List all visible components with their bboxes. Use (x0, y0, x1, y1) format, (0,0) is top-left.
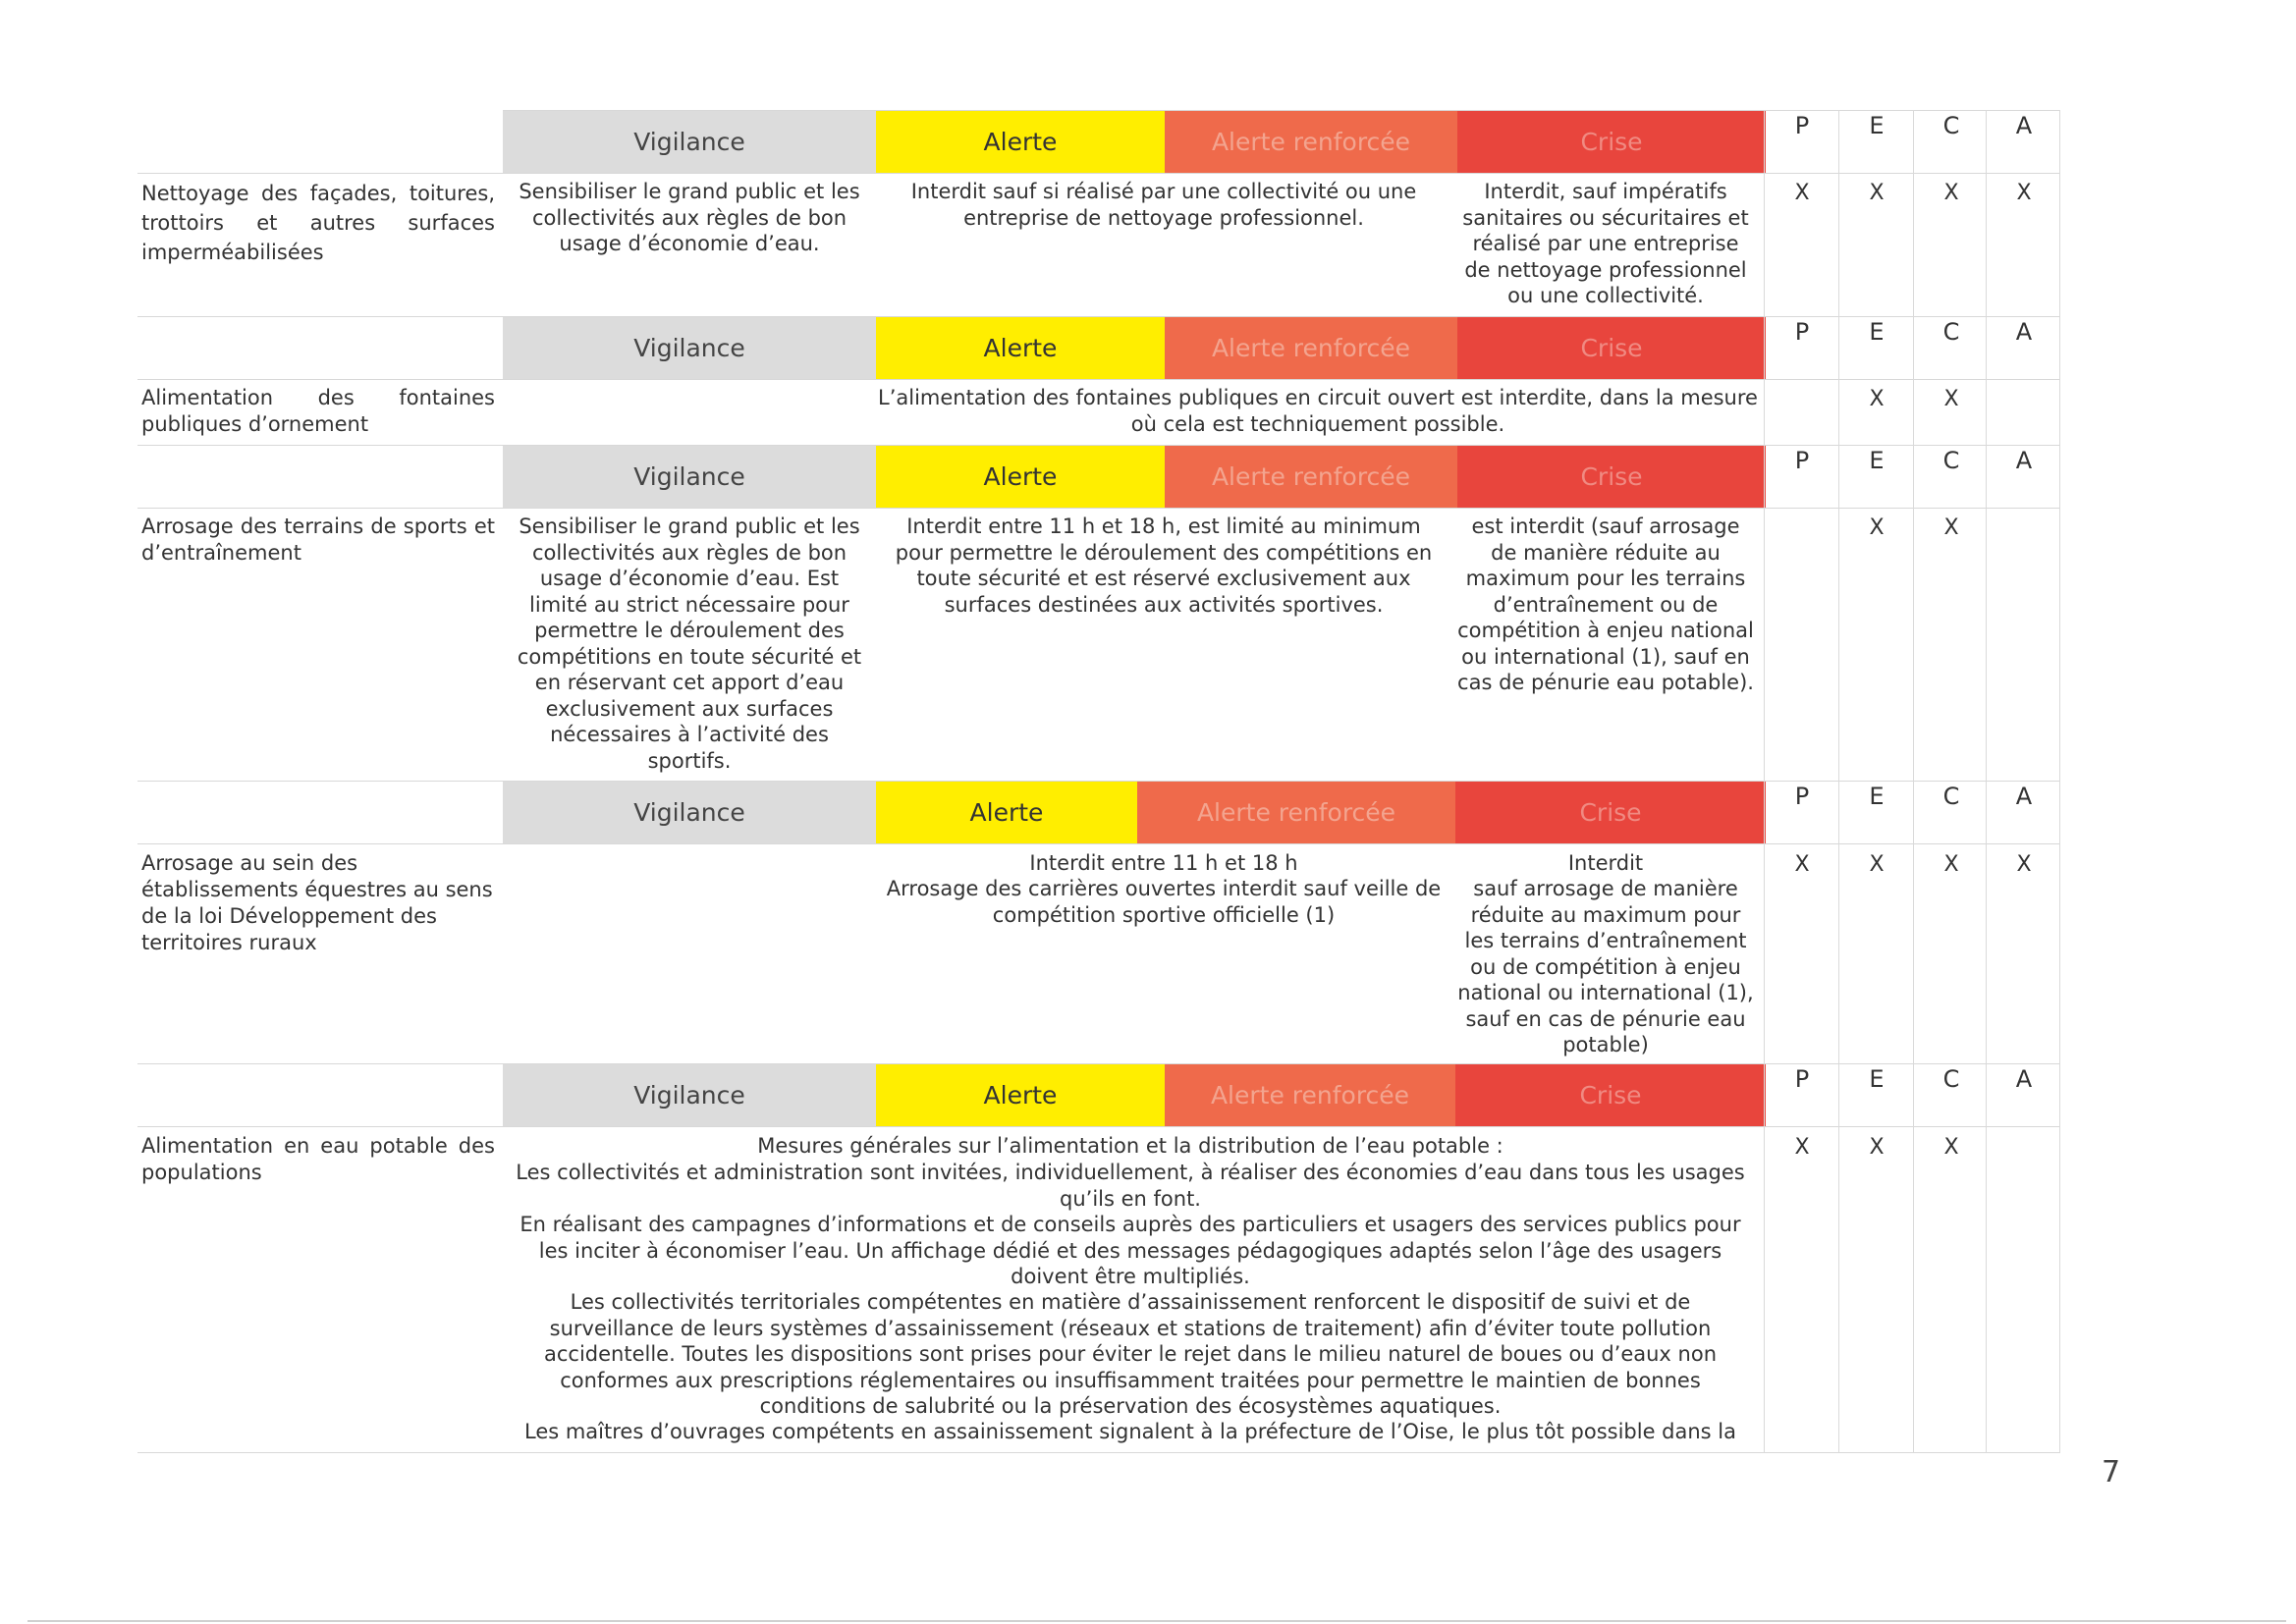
level-header-row (503, 317, 2060, 379)
header-alerte: Alerte (876, 446, 1165, 508)
header-alerte: Alerte (876, 111, 1165, 173)
row-label: Alimentation en eau potable des populations (141, 1134, 495, 1184)
row-label: Alimentation des fontaines publiques d’ornement (141, 386, 495, 436)
cell-paragraph-3: En réalisant des campagnes d’informations et de conseils auprès des particuliers et usagers des services publics pour les inciter à économiser l’eau. Un affichage dédié et des messages pédagogiques adaptés selon l’âge des usagers doivent être multipliés. (519, 1213, 1741, 1288)
header-c: C (1942, 783, 1960, 810)
header-crise: Crise (1457, 111, 1766, 173)
row-label: Arrosage des terrains de sports et d’entraînement (141, 514, 495, 565)
cell-paragraph-1: Mesures générales sur l’alimentation et la distribution de l’eau potable : (757, 1134, 1503, 1158)
header-e: E (1869, 1065, 1885, 1093)
mark-e: X (1869, 515, 1885, 540)
header-vigilance: Vigilance (503, 782, 876, 843)
header-p: P (1794, 318, 1810, 346)
row-label: Arrosage au sein des établissements équestres au sens de la loi Développement des territoires ruraux (141, 851, 493, 954)
mark-e: X (1869, 852, 1885, 877)
header-alerte: Alerte (876, 317, 1165, 379)
header-a: A (2015, 783, 2033, 810)
cell-alerte: Interdit sauf si réalisé par une collectivité ou une entreprise de nettoyage professionnel. (910, 180, 1417, 230)
header-alerte-renforcee: Alerte renforcée (1165, 111, 1457, 173)
mark-e: X (1869, 387, 1885, 411)
header-p: P (1794, 783, 1810, 810)
cell-crise-line2: sauf arrosage de manière réduite au maximum pour les terrains d’entraînement ou de compétition à enjeu national ou international (1), sauf en cas de pénurie eau potable) (1457, 877, 1754, 1056)
header-vigilance: Vigilance (503, 1064, 876, 1126)
header-crise: Crise (1455, 1064, 1766, 1126)
level-header-row (503, 446, 2060, 508)
mark-e: X (1869, 1135, 1885, 1160)
header-crise: Crise (1457, 317, 1766, 379)
header-c: C (1942, 1065, 1960, 1093)
level-header-row (503, 111, 2060, 173)
bottom-rule (27, 1620, 2286, 1622)
mark-c: X (1943, 515, 1959, 540)
header-alerte-renforcee: Alerte renforcée (1165, 317, 1457, 379)
header-alerte-renforcee: Alerte renforcée (1165, 446, 1457, 508)
header-e: E (1869, 112, 1885, 139)
mark-c: X (1943, 852, 1959, 877)
header-c: C (1942, 318, 1960, 346)
cell-alerte-line2: Arrosage des carrières ouvertes interdit sauf veille de compétition sportive officielle (1) (886, 877, 1442, 927)
header-p: P (1794, 447, 1810, 474)
header-a: A (2015, 112, 2033, 139)
cell-paragraph-5: Les maîtres d’ouvrages compétents en assainissement signalent à la préfecture de l’Oise, le plus tôt possible dans la (523, 1420, 1737, 1443)
cell-vigilance: Sensibiliser le grand public et les collectivités aux règles de bon usage d’économie d’eau. (519, 180, 860, 255)
header-vigilance: Vigilance (503, 317, 876, 379)
cell-alerte: Interdit entre 11 h et 18 h, est limité au minimum pour permettre le déroulement des compétitions en toute sécurité et est réservé exclusivement aux surfaces destinées aux activités sportives. (895, 514, 1433, 617)
mark-c: X (1943, 387, 1959, 411)
header-a: A (2015, 318, 2033, 346)
page-number: 7 (2102, 1455, 2121, 1489)
cell-alerte-line1: Interdit entre 11 h et 18 h (1029, 851, 1298, 875)
level-header-row (503, 782, 2060, 843)
header-alerte: Alerte (876, 782, 1137, 843)
mark-p: X (1794, 181, 1810, 205)
cell-crise: est interdit (sauf arrosage de manière réduite au maximum pour les terrains d’entraînement ou de compétition à enjeu national ou international (1), sauf en cas de pénurie eau potable). (1457, 514, 1754, 694)
header-vigilance: Vigilance (503, 446, 876, 508)
header-alerte-renforcee: Alerte renforcée (1137, 782, 1455, 843)
mark-a: X (2016, 181, 2032, 205)
header-alerte-renforcee: Alerte renforcée (1165, 1064, 1455, 1126)
header-c: C (1942, 112, 1960, 139)
cell-alerte-merged: L’alimentation des fontaines publiques en circuit ouvert est interdite, dans la mesure où cela est techniquement possible. (878, 386, 1758, 436)
cell-crise-line1: Interdit (1567, 851, 1644, 875)
header-e: E (1869, 318, 1885, 346)
mark-c: X (1943, 1135, 1959, 1160)
header-p: P (1794, 112, 1810, 139)
cell-paragraph-4: Les collectivités territoriales compétentes en matière d’assainissement renforcent le dispositif de suivi et de surveillance de leurs systèmes d’assainissement (réseaux et stations de traitement) afin d’éviter toute pollution accidentelle. Toutes les dispositions sont prises pour éviter le rejet dans le milieu naturel de boues ou d’eaux non conformes aux prescriptions réglementaires ou insuffisamment traitées pour permettre le maintien de bonnes conditions de salubrité ou la préservation des écosystèmes aquatiques. (543, 1290, 1718, 1418)
row-label: Nettoyage des façades, toitures, trottoirs et autres surfaces imperméabilisées (141, 182, 495, 264)
cell-crise: Interdit, sauf impératifs sanitaires ou sécuritaires et réalisé par une entreprise de nettoyage professionnel ou une collectivité. (1462, 180, 1749, 307)
header-a: A (2015, 1065, 2033, 1093)
header-crise: Crise (1455, 782, 1766, 843)
mark-p: X (1794, 1135, 1810, 1160)
cell-paragraph-2: Les collectivités et administration sont invitées, individuellement, à réaliser des économies d’eau dans tous les usages qu’ils en font. (516, 1161, 1745, 1211)
mark-a: X (2016, 852, 2032, 877)
mark-c: X (1943, 181, 1959, 205)
mark-p: X (1794, 852, 1810, 877)
header-alerte: Alerte (876, 1064, 1165, 1126)
header-e: E (1869, 447, 1885, 474)
header-p: P (1794, 1065, 1810, 1093)
header-e: E (1869, 783, 1885, 810)
cell-vigilance: Sensibiliser le grand public et les collectivités aux règles de bon usage d’économie d’eau. Est limité au strict nécessaire pour permettre le déroulement des compétitions en toute sécurité et en réservant cet apport d’eau exclusivement aux surfaces nécessaires à l’activité des sportifs. (517, 514, 862, 773)
mark-e: X (1869, 181, 1885, 205)
level-header-row (503, 1064, 2060, 1126)
header-vigilance: Vigilance (503, 111, 876, 173)
header-a: A (2015, 447, 2033, 474)
header-c: C (1942, 447, 1960, 474)
header-crise: Crise (1457, 446, 1766, 508)
